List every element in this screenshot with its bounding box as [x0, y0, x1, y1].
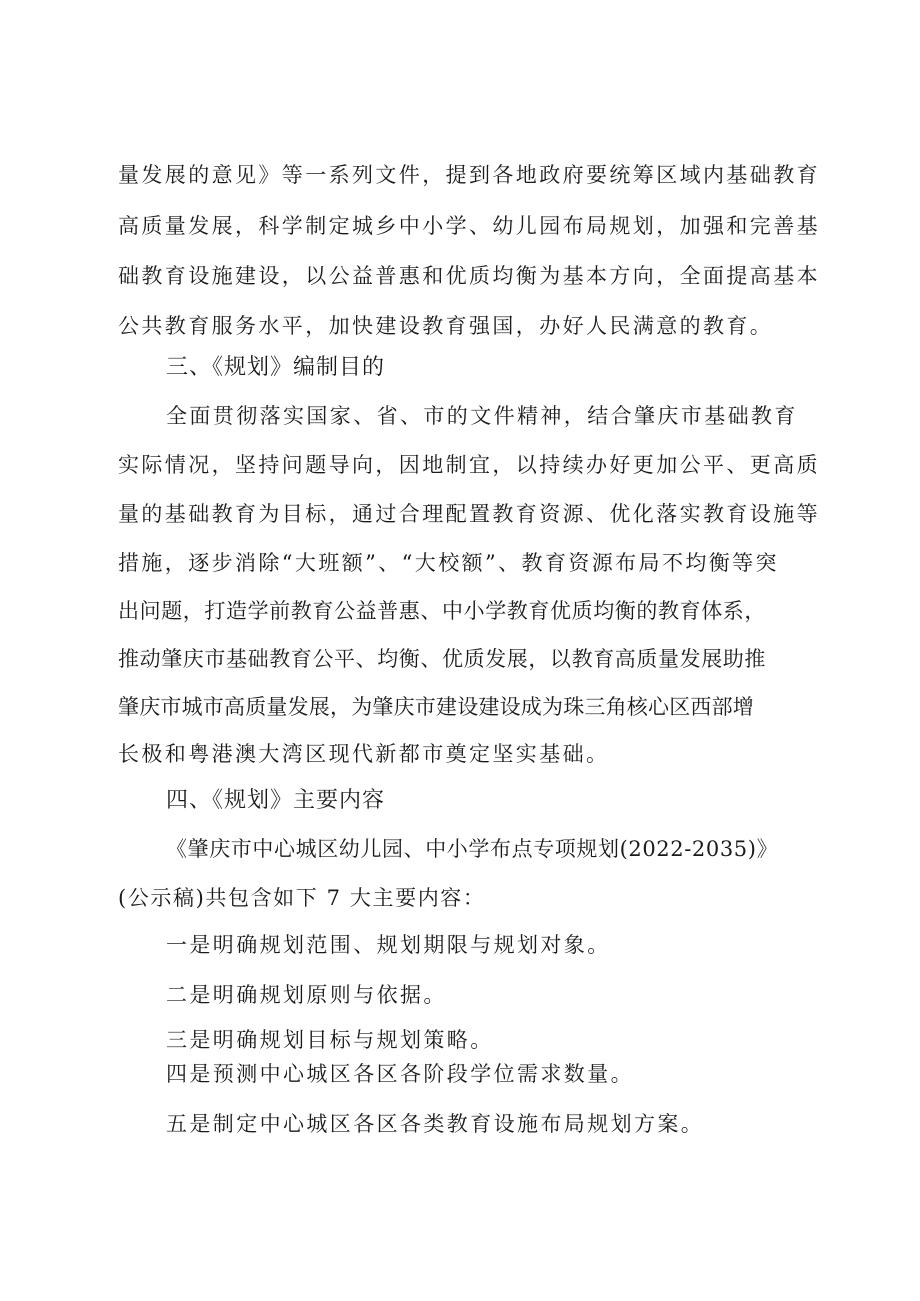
- list-item: 五是制定中心城区各区各类教育设施布局规划方案。: [166, 1112, 705, 1136]
- paragraph-line: 高质量发展，科学制定城乡中小学、幼儿园布局规划，加强和完善基: [118, 214, 820, 238]
- paragraph-line: (公示稿)共包含如下 7 大主要内容：: [118, 886, 486, 910]
- paragraph-line: 长极和粤港澳大湾区现代新都市奠定坚实基础。: [118, 742, 610, 766]
- paragraph-line: 量发展的意见》等一系列文件，提到各地政府要统筹区域内基础教育: [118, 163, 820, 187]
- paragraph-line: 推动肇庆市基础教育公平、均衡、优质发展，以教育高质量发展助推: [118, 647, 766, 671]
- paragraph-line: 《肇庆市中心城区幼儿园、中小学布点专项规划(2022-2035)》: [166, 837, 779, 861]
- section-heading: 三、《规划》编制目的: [166, 355, 386, 380]
- paragraph-line: 全面贯彻落实国家、省、市的文件精神，结合肇庆市基础教育: [166, 404, 798, 428]
- paragraph-line: 出问题，打造学前教育公益普惠、中小学教育优质均衡的教育体系，: [118, 599, 766, 623]
- paragraph-line: 量的基础教育为目标，通过合理配置教育资源、优化落实教育设施等: [118, 502, 820, 526]
- paragraph-line: 公共教育服务水平，加快建设教育强国，办好人民满意的教育。: [118, 314, 774, 338]
- paragraph-line: 措施，逐步消除“大班额”、“大校额”、教育资源布局不均衡等突: [118, 551, 779, 575]
- paragraph-line: 础教育设施建设，以公益普惠和优质均衡为基本方向，全面提高基本: [118, 264, 820, 288]
- paragraph-line: 肇庆市城市高质量发展，为肇庆市建设建设成为珠三角核心区西部增: [118, 695, 754, 719]
- list-item: 三是明确规划目标与规划策略。: [166, 1028, 494, 1052]
- section-heading: 四、《规划》主要内容: [166, 788, 386, 813]
- list-item: 一是明确规划范围、规划期限与规划对象。: [166, 933, 611, 957]
- list-item: 二是明确规划原则与依据。: [166, 983, 447, 1007]
- paragraph-line: 实际情况，坚持问题导向，因地制宜，以持续办好更加公平、更高质: [118, 453, 820, 477]
- list-item: 四是预测中心城区各区各阶段学位需求数量。: [166, 1062, 634, 1086]
